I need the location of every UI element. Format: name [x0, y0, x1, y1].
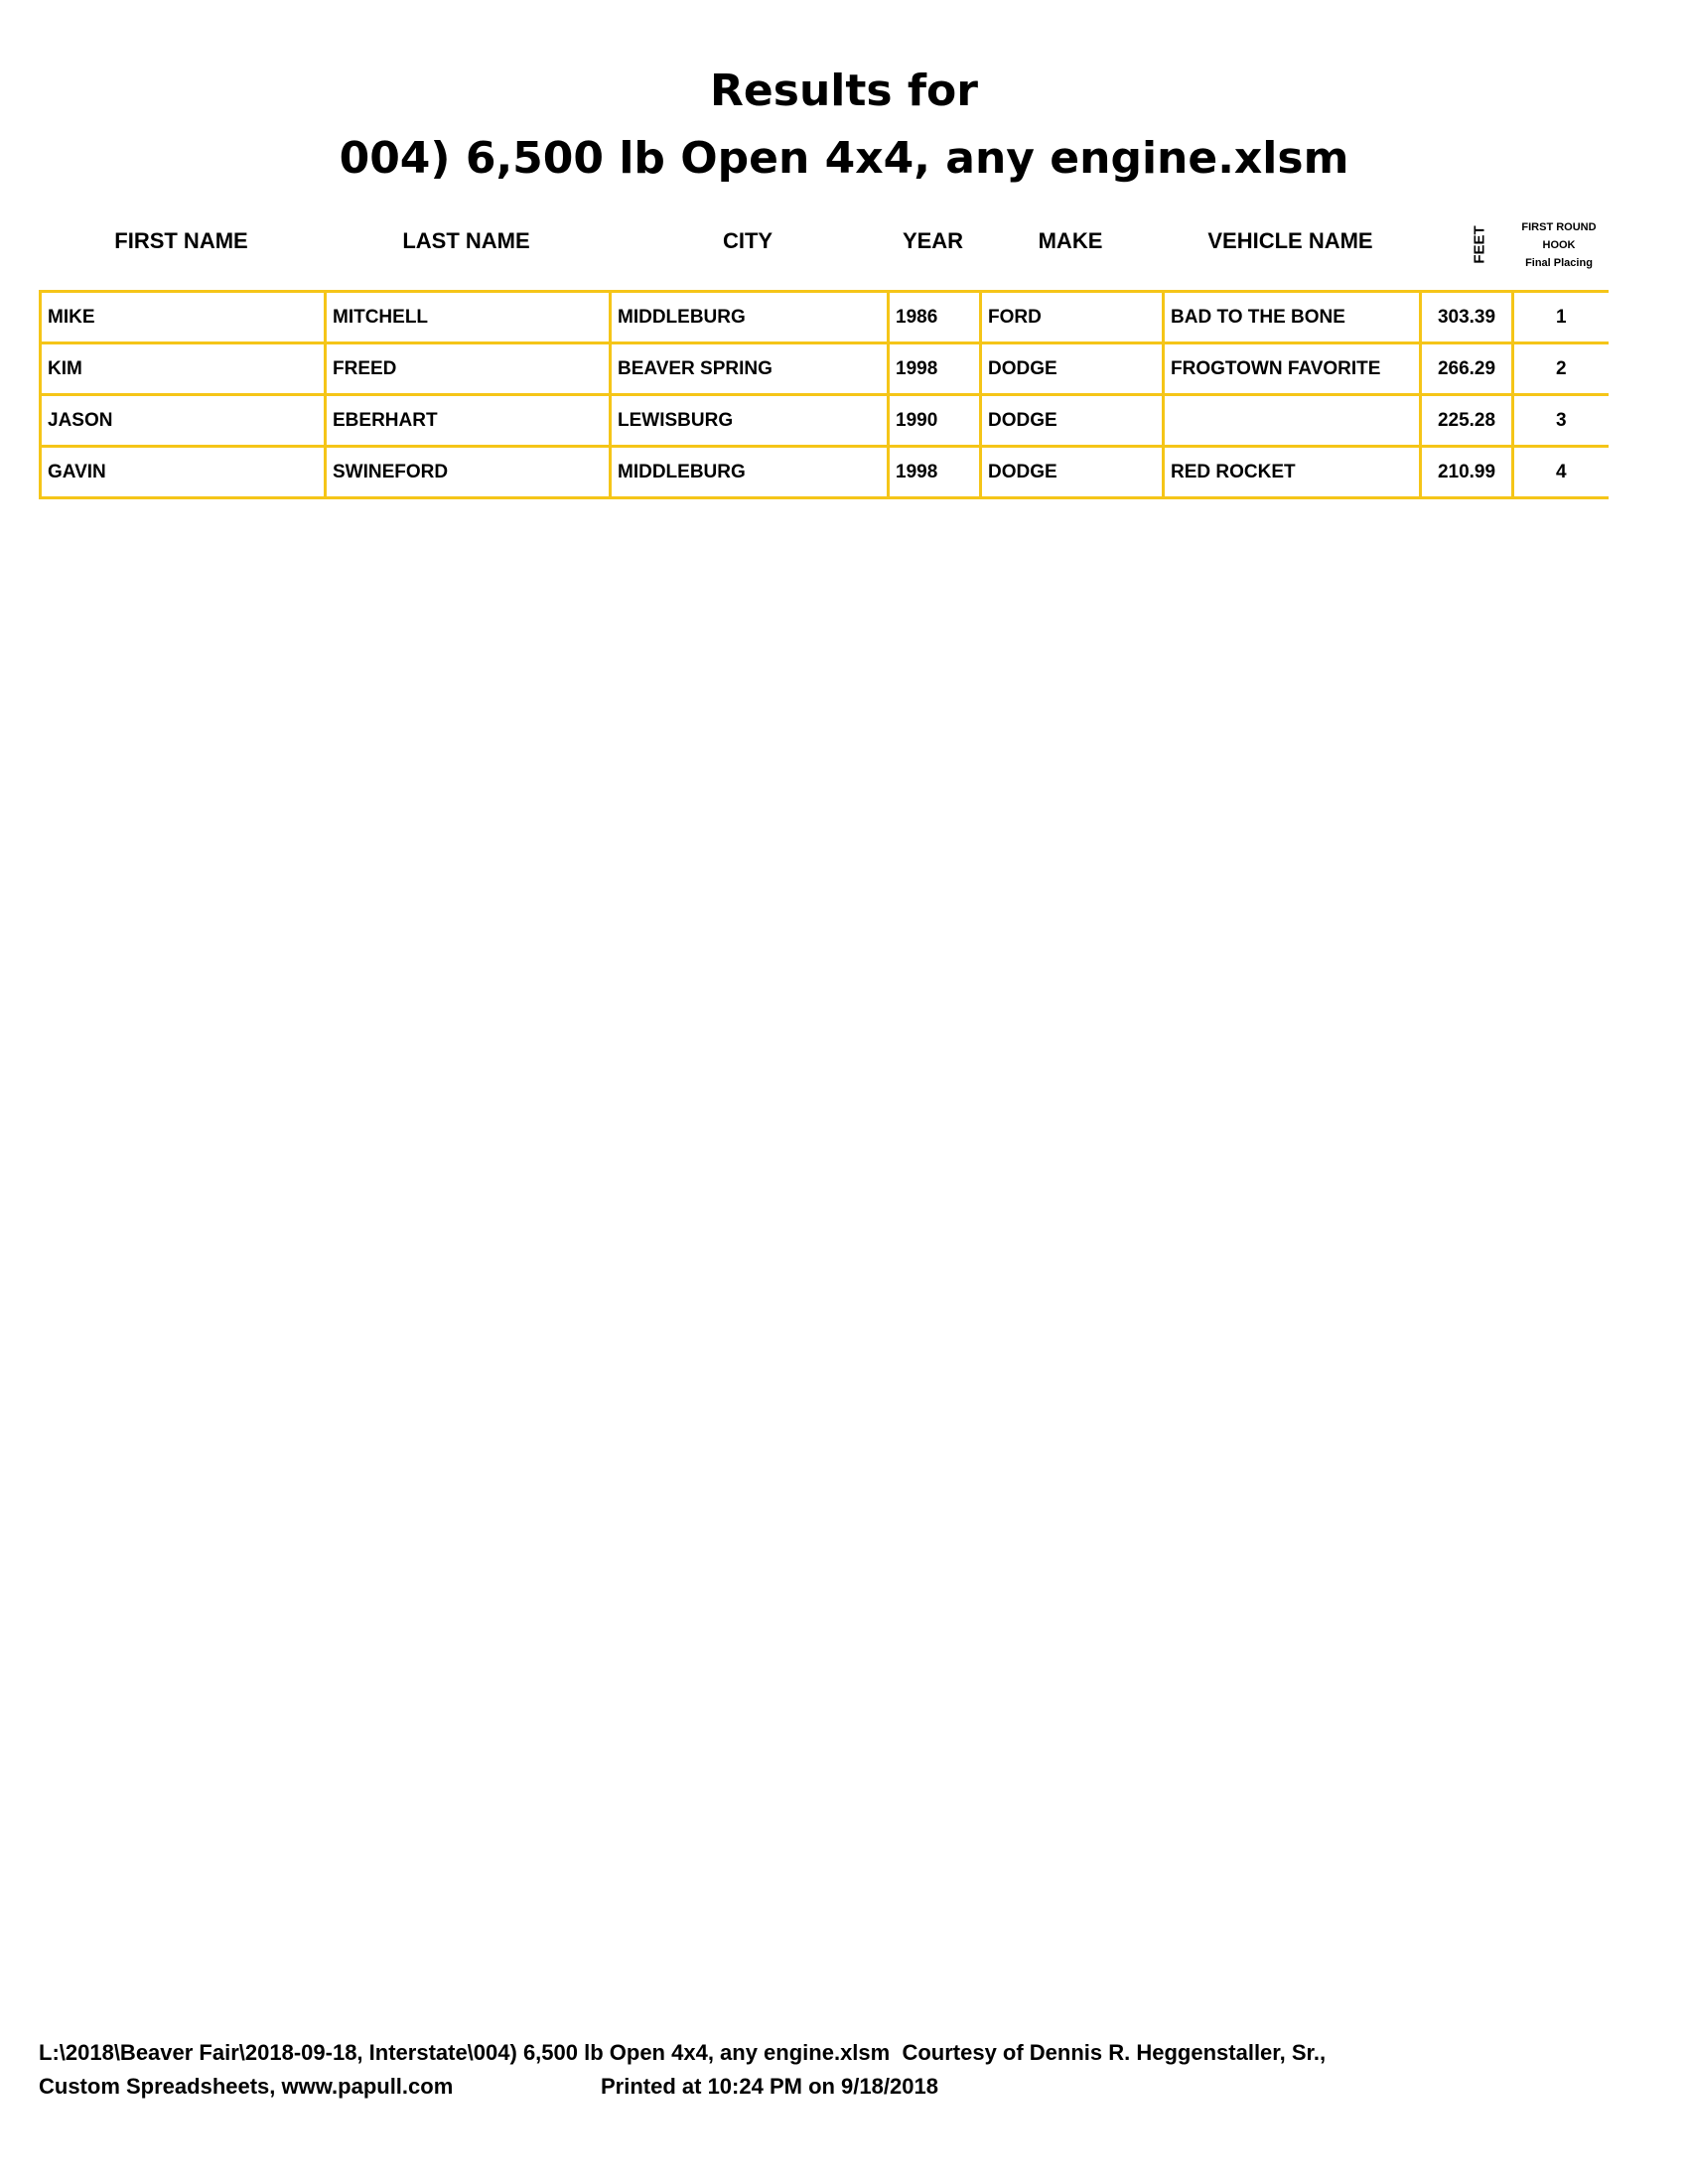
cell-year: 1998: [889, 343, 981, 395]
results-table: [39, 290, 1609, 499]
cell-placing: 3: [1513, 395, 1609, 447]
cell-feet: 225.28: [1421, 395, 1513, 447]
header-vehicle-name: VEHICLE NAME: [1207, 228, 1373, 253]
cell-city: MIDDLEBURG: [611, 292, 889, 343]
table-row: [41, 343, 1609, 395]
header-placing: [1511, 218, 1607, 272]
cell-last-name: EBERHART: [326, 395, 611, 447]
cell-feet: 266.29: [1421, 343, 1513, 395]
cell-city: BEAVER SPRING: [611, 343, 889, 395]
header-make: MAKE: [1038, 228, 1103, 253]
header-feet: FEET: [1471, 225, 1488, 264]
table-row: [41, 447, 1609, 498]
placing-line-2: HOOK: [1542, 239, 1576, 251]
header-city: CITY: [722, 228, 774, 253]
cell-vehicle-name: BAD TO THE BONE: [1164, 292, 1421, 343]
cell-year: 1998: [889, 447, 981, 498]
placing-line-1: FIRST ROUND: [1521, 221, 1597, 233]
footer-printed: Printed at 10:24 PM on 9/18/2018: [601, 2074, 938, 2099]
placing-line-3: Final Placing: [1525, 257, 1593, 269]
cell-feet: 303.39: [1421, 292, 1513, 343]
cell-make: DODGE: [981, 343, 1164, 395]
cell-vehicle-name: RED ROCKET: [1164, 447, 1421, 498]
cell-last-name: MITCHELL: [326, 292, 611, 343]
cell-first-name: MIKE: [41, 292, 326, 343]
cell-first-name: JASON: [41, 395, 326, 447]
cell-first-name: GAVIN: [41, 447, 326, 498]
cell-vehicle-name: FROGTOWN FAVORITE: [1164, 343, 1421, 395]
table-row: [41, 395, 1609, 447]
cell-feet: 210.99: [1421, 447, 1513, 498]
title-line-1: Results for: [710, 66, 978, 116]
cell-placing: 4: [1513, 447, 1609, 498]
footer-path: L:\2018\Beaver Fair\2018-09-18, Interstate\004) 6,500 lb Open 4x4, any engine.xlsm Courtesy of Dennis R. Heggenstaller, Sr.,: [39, 2040, 1327, 2065]
table-row: [41, 292, 1609, 343]
cell-make: DODGE: [981, 395, 1164, 447]
cell-city: LEWISBURG: [611, 395, 889, 447]
cell-year: 1986: [889, 292, 981, 343]
title-line-2: 004) 6,500 lb Open 4x4, any engine.xlsm: [339, 133, 1349, 184]
cell-year: 1990: [889, 395, 981, 447]
cell-last-name: FREED: [326, 343, 611, 395]
cell-vehicle-name: [1164, 395, 1421, 447]
cell-last-name: SWINEFORD: [326, 447, 611, 498]
header-year: YEAR: [902, 228, 964, 253]
cell-placing: 2: [1513, 343, 1609, 395]
cell-placing: 1: [1513, 292, 1609, 343]
cell-first-name: KIM: [41, 343, 326, 395]
cell-city: MIDDLEBURG: [611, 447, 889, 498]
header-last-name: LAST NAME: [402, 228, 530, 253]
cell-make: FORD: [981, 292, 1164, 343]
footer-credit: Custom Spreadsheets, www.papull.com: [39, 2074, 454, 2099]
header-first-name: FIRST NAME: [114, 228, 248, 253]
cell-make: DODGE: [981, 447, 1164, 498]
